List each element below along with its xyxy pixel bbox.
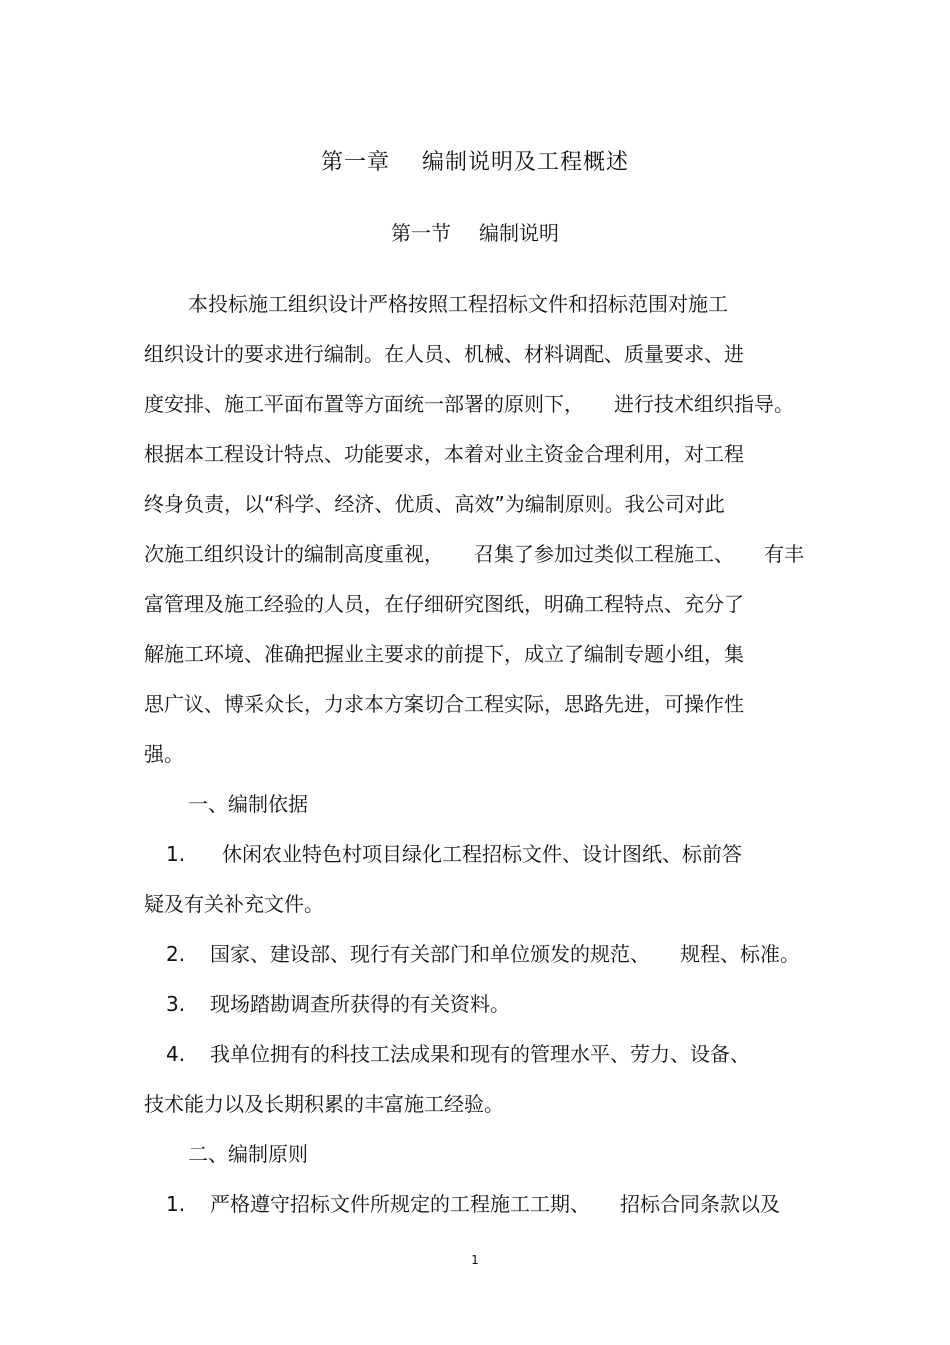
subsection-heading: 一、编制依据 — [188, 792, 308, 816]
section-name: 编制说明 — [479, 221, 559, 245]
list-number: 2. — [166, 942, 186, 966]
list-text: 严格遵守招标文件所规定的工程施工工期、 — [210, 1192, 590, 1216]
paragraph-text: 度安排、施工平面布置等方面统一部署的原则下， — [144, 392, 584, 416]
paragraph-line: 富管理及施工经验的人员，在仔细研究图纸，明确工程特点、充分了 — [144, 592, 744, 616]
list-text: 规程、标准。 — [680, 942, 800, 966]
paragraph-text: 召集了参加过类似工程施工、 — [474, 542, 734, 566]
list-item — [166, 939, 800, 969]
chapter-name: 编制说明及工程概述 — [422, 150, 630, 175]
list-text: 国家、建设部、现行有关部门和单位颁发的规范、 — [210, 942, 650, 966]
paragraph-line: 解施工环境、准确把握业主要求的前提下，成立了编制专题小组，集 — [144, 642, 744, 666]
list-item — [166, 1189, 780, 1219]
subsection-heading: 二、编制原则 — [188, 1142, 308, 1166]
paragraph-line — [144, 389, 794, 419]
paragraph-line: 组织设计的要求进行编制。在人员、机械、材料调配、质量要求、进 — [144, 342, 744, 366]
list-text: 我单位拥有的科技工法成果和现有的管理水平、劳力、设备、 — [210, 1042, 750, 1066]
paragraph-line: 本投标施工组织设计严格按照工程招标文件和招标范围对施工 — [188, 292, 728, 316]
list-number: 1. — [166, 1192, 186, 1216]
paragraph-line — [144, 539, 804, 569]
paragraph-line: 思广议、博采众长，力求本方案切合工程实际，思路先进，可操作性 — [144, 692, 744, 716]
paragraph-line: 根据本工程设计特点、功能要求，本着对业主资金合理利用，对工程 — [144, 442, 744, 466]
list-item — [166, 1039, 750, 1069]
section-number: 第一节 — [391, 221, 451, 245]
paragraph-text: 进行技术组织指导。 — [614, 392, 794, 416]
list-number: 4. — [166, 1042, 186, 1066]
list-text: 休闲农业特色村项目绿化工程招标文件、设计图纸、标前答 — [222, 842, 742, 866]
list-item — [166, 989, 510, 1019]
paragraph-text: 有丰 — [764, 542, 804, 566]
chapter-number: 第一章 — [320, 150, 390, 175]
paragraph-line: 强。 — [144, 742, 184, 766]
paragraph-line: 终身负责，以“科学、经济、优质、高效”为编制原则。我公司对此 — [144, 492, 725, 516]
list-text: 现场踏勘调查所获得的有关资料。 — [210, 992, 510, 1016]
list-number: 3. — [166, 992, 186, 1016]
list-item — [166, 839, 742, 869]
paragraph-text: 次施工组织设计的编制高度重视， — [144, 542, 444, 566]
list-item-continuation: 疑及有关补充文件。 — [144, 892, 324, 916]
list-number: 1. — [166, 842, 186, 866]
page-number: 1 — [471, 1253, 479, 1267]
section-title — [0, 218, 950, 248]
list-item-continuation: 技术能力以及长期积累的丰富施工经验。 — [144, 1092, 504, 1116]
list-text: 招标合同条款以及 — [620, 1192, 780, 1216]
chapter-title — [0, 148, 950, 178]
